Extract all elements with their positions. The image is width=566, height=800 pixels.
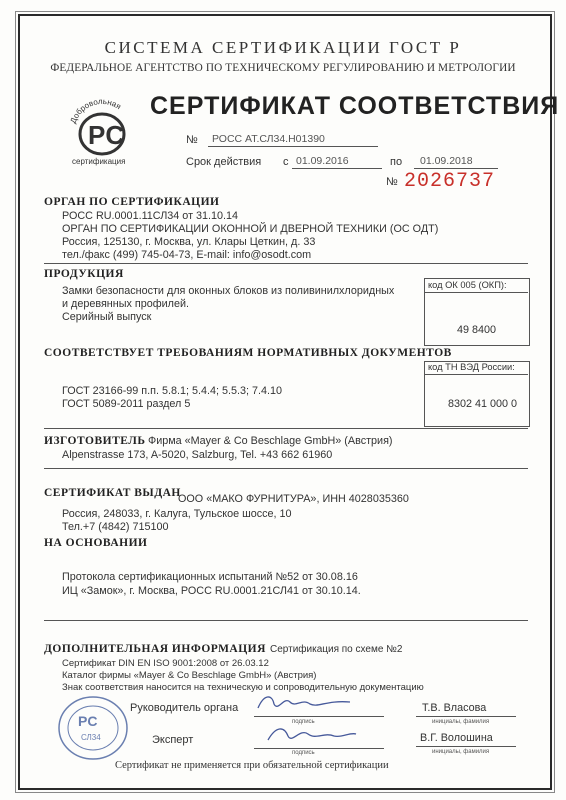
svg-text:PC: PC <box>78 713 98 729</box>
expert-name: В.Г. Волошина <box>420 732 493 744</box>
issued-heading: СЕРТИФИКАТ ВЫДАН <box>44 487 181 499</box>
organ-line-3: Россия, 125130, г. Москва, ул. Клары Цеткин, д. 33 <box>62 236 316 248</box>
rst-logo-icon <box>64 94 140 166</box>
issued-address: Россия, 248033, г. Калуга, Тульское шоссе, 10 <box>62 508 292 520</box>
additional-line-2: Каталог фирмы «Mayer & Co Beschlage GmbH» (Австрия) <box>62 670 317 681</box>
issued-name: ООО «МАКО ФУРНИТУРА», ИНН 4028035360 <box>178 493 409 505</box>
serial-label: № <box>386 176 398 188</box>
logo-bottom-text: сертификация <box>72 157 126 166</box>
manufacturer-heading: ИЗГОТОВИТЕЛЬ <box>44 435 146 447</box>
product-line-2: и деревянных профилей. <box>62 298 189 310</box>
additional-heading: ДОПОЛНИТЕЛЬНАЯ ИНФОРМАЦИЯ <box>44 643 266 655</box>
logo-top-text: Добровольная <box>68 96 123 125</box>
organ-line-2: ОРГАН ПО СЕРТИФИКАЦИИ ОКОННОЙ И ДВЕРНОЙ ТЕХНИКИ (ОС ОДТ) <box>62 223 439 235</box>
footer-note: Сертификат не применяется при обязательной сертификации <box>115 760 389 771</box>
validity-from-label: с <box>283 156 289 168</box>
number-label: № <box>186 134 198 146</box>
additional-line-3: Знак соответствия наносится на техническую и сопроводительную документацию <box>62 682 424 693</box>
official-stamp <box>56 694 130 762</box>
stamp-text: СЛ34 <box>81 733 101 742</box>
signature-caption-1: подпись <box>292 719 315 725</box>
rst-logo <box>64 94 140 166</box>
tnved-code: 8302 41 000 0 <box>448 398 518 410</box>
tnved-label: код ТН ВЭД России: <box>428 362 515 372</box>
product-heading: ПРОДУКЦИЯ <box>44 268 124 280</box>
number-value: РОСС АТ.СЛ34.Н01390 <box>212 133 325 145</box>
validity-to-label: по <box>390 156 403 168</box>
validity-from: 01.09.2016 <box>296 155 349 167</box>
organ-line-4: тел./факс (499) 745-04-73, E-mail: info@osodt.com <box>62 249 312 261</box>
signature-caption-2: подпись <box>292 750 315 756</box>
validity-label: Срок действия <box>186 156 262 168</box>
manufacturer-name: Фирма «Mayer & Co Beschlage GmbH» (Австрия) <box>148 435 393 447</box>
organ-line-1: РОСС RU.0001.11СЛ34 от 31.10.14 <box>62 210 239 222</box>
standard-line-1: ГОСТ 23166-99 п.п. 5.8.1; 5.4.4; 5.5.3; 7.4.10 <box>62 385 283 397</box>
serial-number: 2026737 <box>404 170 496 193</box>
signature-expert <box>264 722 360 746</box>
name-caption-1: инициалы, фамилия <box>432 719 490 725</box>
additional-line-1: Сертификат DIN EN ISO 9001:2008 от 26.03.12 <box>62 658 269 669</box>
okp-code: 49 8400 <box>457 324 497 336</box>
basis-line-1: Протокола сертификационных испытаний №52 от 30.08.16 <box>62 571 358 583</box>
product-line-3: Серийный выпуск <box>62 311 152 323</box>
name-caption-2: инициалы, фамилия <box>432 749 490 755</box>
manufacturer-address: Alpenstrasse 173, A-5020, Salzburg, Tel. +43 662 61960 <box>62 449 333 461</box>
head-of-organ-name: Т.В. Власова <box>422 702 487 714</box>
svg-text:PC: PC <box>88 120 125 150</box>
issued-phone: Тел.+7 (4842) 715100 <box>62 521 169 533</box>
standard-line-2: ГОСТ 5089-2011 раздел 5 <box>62 398 191 410</box>
validity-to: 01.09.2018 <box>420 155 473 167</box>
okp-label: код ОК 005 (ОКП): <box>428 280 507 290</box>
conformity-heading: СООТВЕТСТВУЕТ ТРЕБОВАНИЯМ НОРМАТИВНЫХ ДОКУМЕНТОВ <box>44 347 452 359</box>
scheme-text: Сертификация по схеме №2 <box>270 644 403 655</box>
organ-heading: ОРГАН ПО СЕРТИФИКАЦИИ <box>44 196 220 208</box>
basis-heading: НА ОСНОВАНИИ <box>44 537 148 549</box>
system-title: СИСТЕМА СЕРТИФИКАЦИИ ГОСТ Р <box>104 38 462 57</box>
product-line-1: Замки безопасности для оконных блоков из поливинилхлоридных <box>62 285 395 297</box>
certificate-title: СЕРТИФИКАТ СООТВЕТСТВИЯ <box>150 92 560 120</box>
stamp-icon <box>56 694 130 762</box>
agency-title: ФЕДЕРАЛЬНОЕ АГЕНТСТВО ПО ТЕХНИЧЕСКОМУ РЕГУЛИРОВАНИЮ И МЕТРОЛОГИИ <box>50 62 516 74</box>
signature-head <box>254 692 354 714</box>
expert-label: Эксперт <box>152 734 194 746</box>
head-of-organ-label: Руководитель органа <box>130 702 239 714</box>
basis-line-2: ИЦ «Замок», г. Москва, РОСС RU.0001.21СЛ41 от 30.10.14. <box>62 585 361 597</box>
